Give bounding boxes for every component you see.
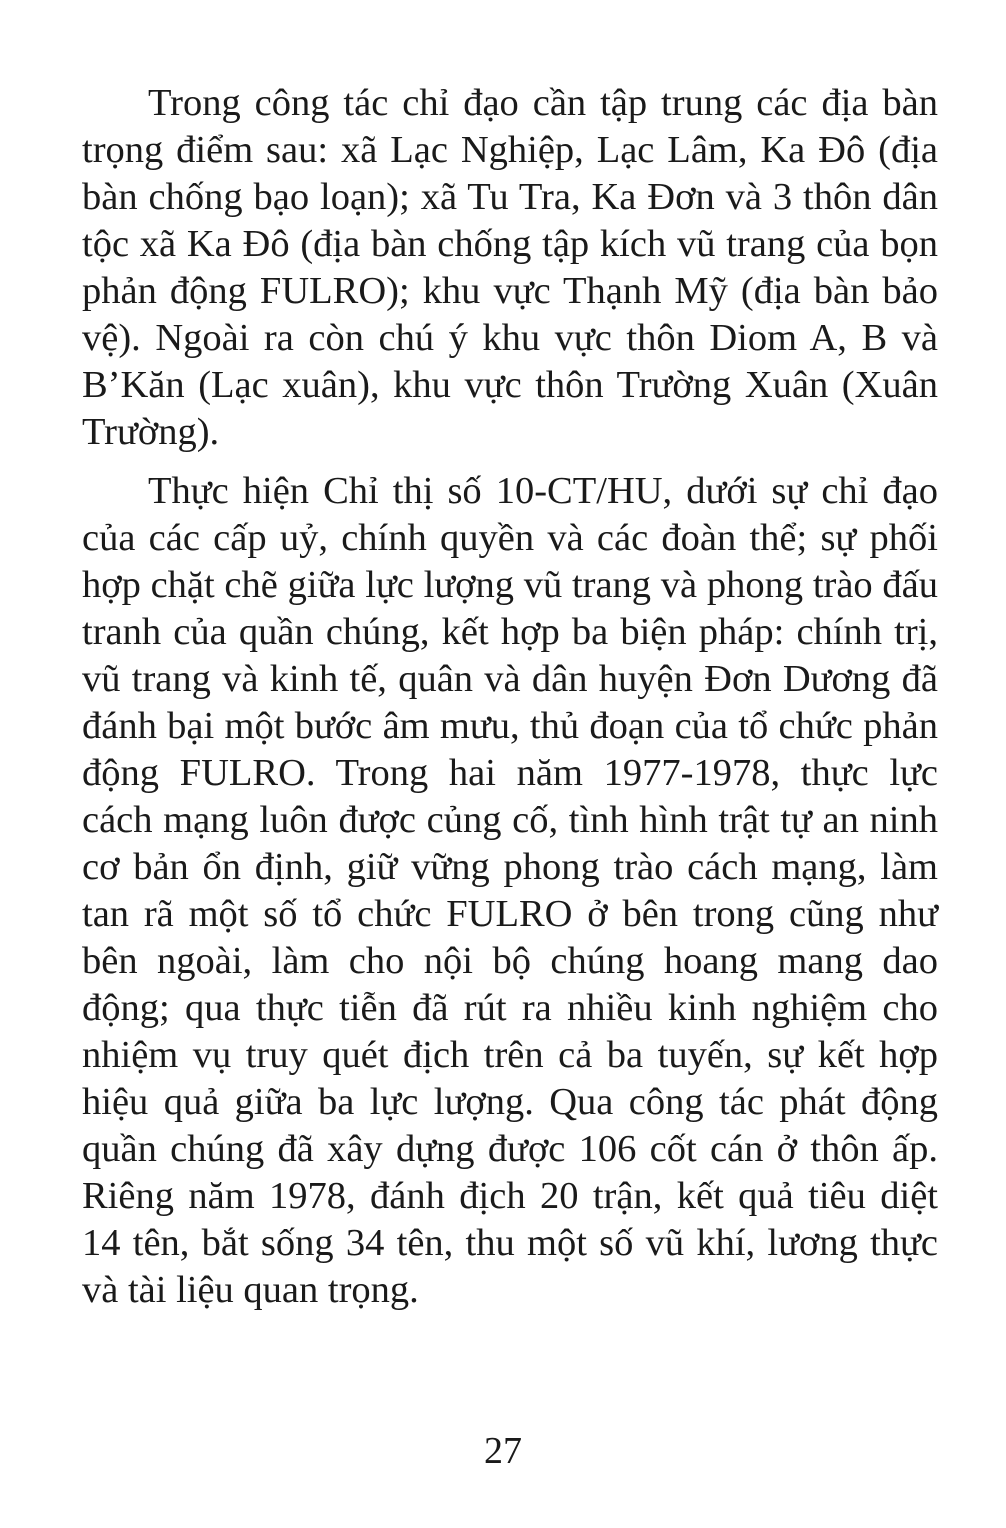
body-text bbox=[82, 80, 938, 1326]
page-number: 27 bbox=[484, 1430, 522, 1472]
paragraph-1: Trong công tác chỉ đạo cần tập trung các địa bàn trọng điểm sau: xã Lạc Nghiệp, Lạc Lâm, Ka Đô (địa bàn chống bạo loạn); xã Tu Tra, Ka Đơn và 3 thôn dân tộc xã Ka Đô (địa bàn chống tập kích vũ trang của bọn phản động FULRO); khu vực Thạnh Mỹ (địa bàn bảo vệ). Ngoài ra còn chú ý khu vực thôn Diom A, B và B’Kăn (Lạc xuân), khu vực thôn Trường Xuân (Xuân Trường). bbox=[82, 82, 938, 453]
paragraph-2: Thực hiện Chỉ thị số 10-CT/HU, dưới sự chỉ đạo của các cấp uỷ, chính quyền và các đoàn thể; sự phối hợp chặt chẽ giữa lực lượng vũ trang và phong trào đấu tranh của quần chúng, kết hợp ba biện pháp: chính trị, vũ trang và kinh tế, quân và dân huyện Đơn Dương đã đánh bại một bước âm mưu, thủ đoạn của tổ chức phản động FULRO. Trong hai năm 1977-1978, thực lực cách mạng luôn được củng cố, tình hình trật tự an ninh cơ bản ổn định, giữ vững phong trào cách mạng, làm tan rã một số tổ chức FULRO ở bên trong cũng như bên ngoài, làm cho nội bộ chúng hoang mang dao động; qua thực tiễn đã rút ra nhiều kinh nghiệm cho nhiệm vụ truy quét địch trên cả ba tuyến, sự kết hợp hiệu quả giữa ba lực lượng. Qua công tác phát động quần chúng đã xây dựng được 106 cốt cán ở thôn ấp. Riêng năm 1978, đánh địch 20 trận, kết quả tiêu diệt 14 tên, bắt sống 34 tên, thu một số vũ khí, lương thực và tài liệu quan trọng. bbox=[82, 470, 938, 1311]
